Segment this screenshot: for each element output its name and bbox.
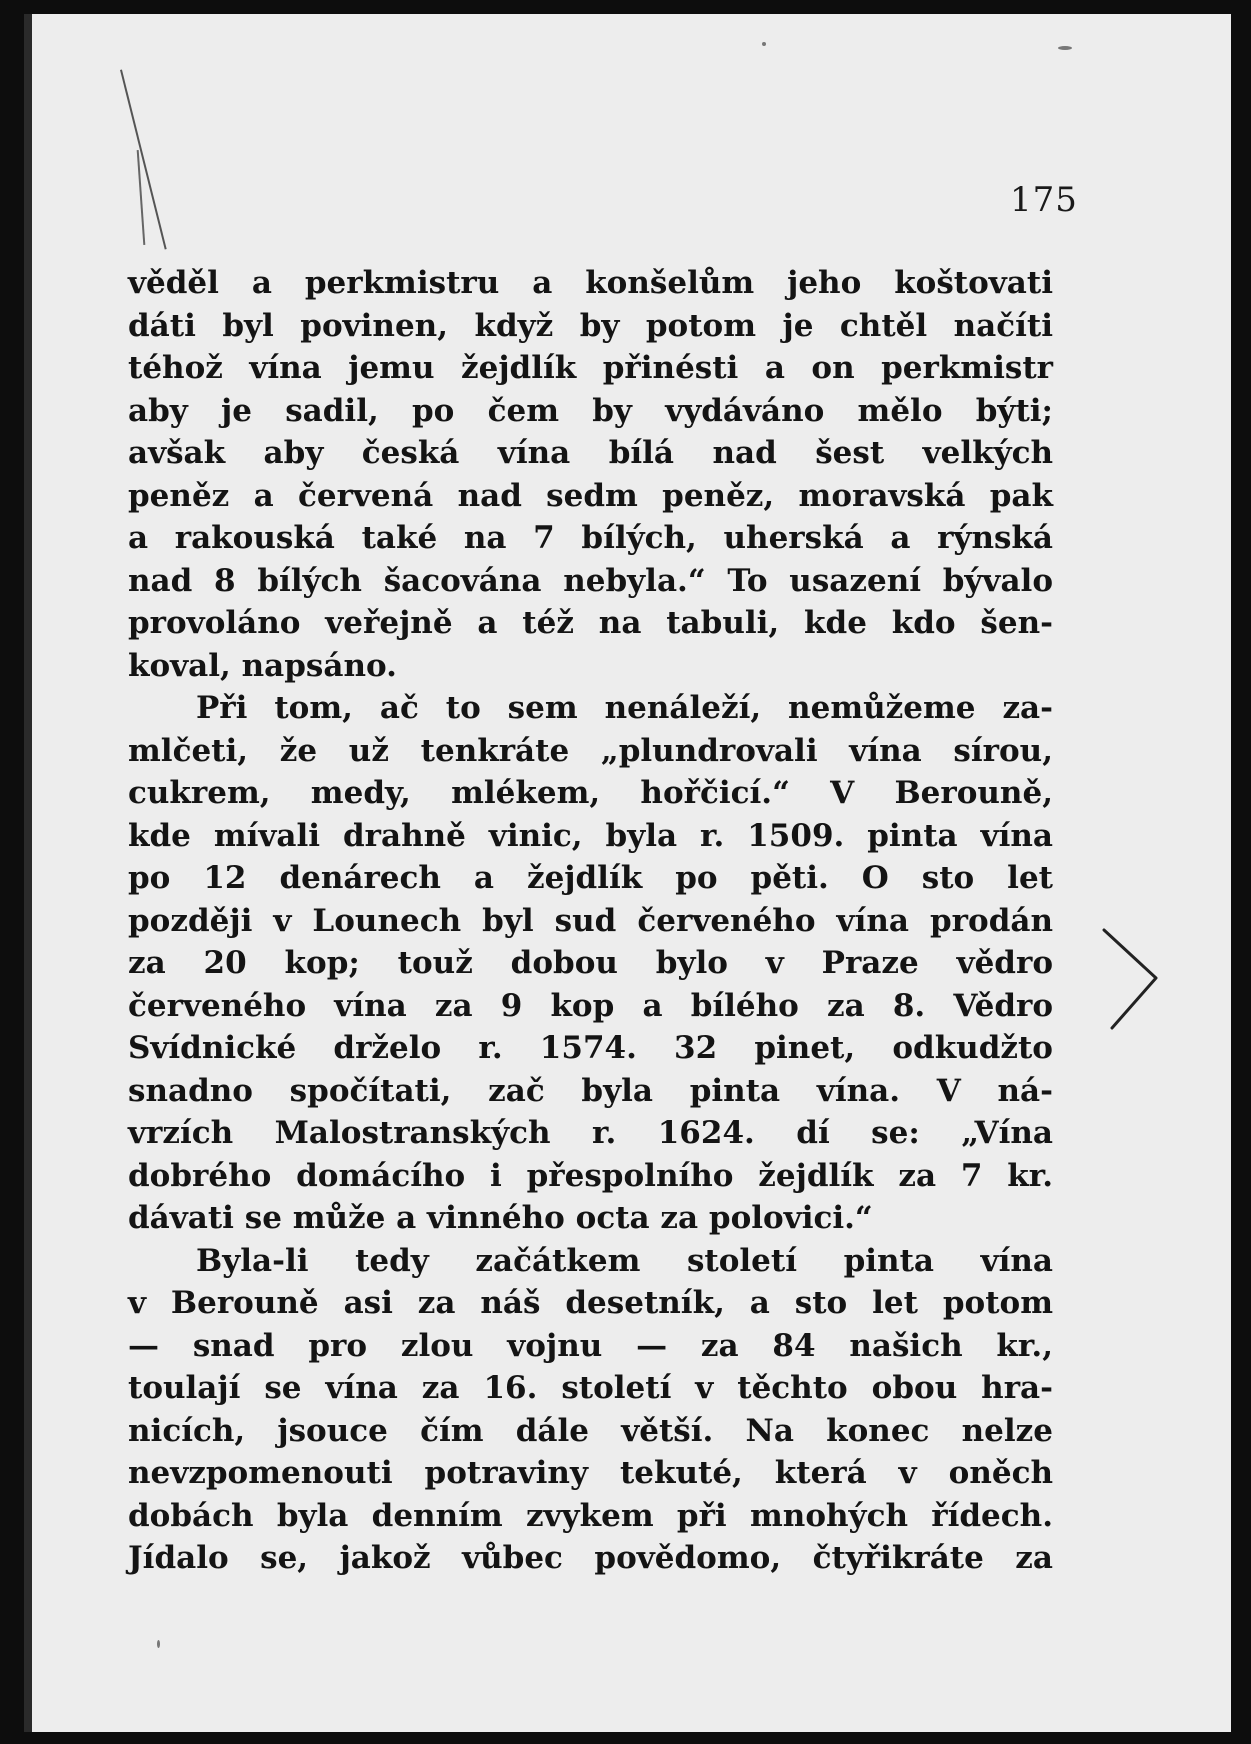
text-line: po 12 denárech a žejdlík po pěti. O sto let (128, 860, 1053, 896)
page-left-edge (24, 14, 32, 1732)
text-line: vrzích Malostranských r. 1624. dí se: „Vína (128, 1115, 1053, 1151)
text-line: provoláno veřejně a též na tabuli, kde kdo šen- (128, 605, 1053, 641)
paper-speck (157, 1640, 160, 1648)
paragraph-1 (128, 262, 1053, 687)
text-line: za 20 kop; touž dobou bylo v Praze vědro (128, 945, 1053, 981)
text-line: snadno spočítati, zač byla pinta vína. V ná- (128, 1072, 1053, 1109)
body-text (128, 262, 1053, 1592)
text-line: peněz a červená nad sedm peněz, moravská pak (128, 477, 1053, 514)
text-line: Při tom, ač to sem nenáleží, nemůžeme za- (196, 690, 1053, 726)
text-line: koval, napsáno. (128, 647, 397, 684)
text-line: později v Lounech byl sud červeného vína prodán (128, 902, 1053, 939)
text-line: mlčeti, že už tenkráte „plundrovali vína sírou, (128, 732, 1053, 769)
text-line: dáti byl povinen, když by potom je chtěl načíti (128, 307, 1053, 344)
text-line: dobrého domácího i přespolního žejdlík za 7 kr. (128, 1157, 1053, 1194)
margin-bracket-mark (1098, 920, 1168, 1040)
paragraph-3 (128, 1240, 1053, 1580)
paper-speck (762, 42, 766, 46)
text-line: aby je sadil, po čem by vydáváno mělo býti; (128, 392, 1053, 429)
text-line: červeného vína za 9 kop a bílého za 8. Vědro (128, 987, 1053, 1024)
page-number: 175 (1010, 180, 1078, 220)
text-line: téhož vína jemu žejdlík přinésti a on perkmistr (128, 350, 1053, 386)
paper-speck (1058, 46, 1072, 50)
text-line: cukrem, medy, mlékem, hořčicí.“ V Berouně, (128, 775, 1053, 811)
text-line: Svídnické drželo r. 1574. 32 pinet, odkudžto (128, 1030, 1053, 1066)
text-line: Byla-li tedy začátkem století pinta vína (196, 1242, 1053, 1279)
text-line: toulají se vína za 16. století v těchto obou hra- (128, 1370, 1053, 1406)
text-line: nad 8 bílých šacována nebyla.“ To usazení bývalo (128, 562, 1053, 599)
text-line: — snad pro zlou vojnu — za 84 našich kr., (128, 1327, 1053, 1364)
text-line: dávati se může a vinného octa za polovici.“ (128, 1200, 873, 1236)
text-line: avšak aby česká vína bílá nad šest velkých (128, 435, 1053, 471)
paragraph-2 (128, 687, 1053, 1240)
text-line: dobách byla denním zvykem při mnohých řídech. (128, 1497, 1053, 1534)
text-line: Jídalo se, jakož vůbec povědomo, čtyřikráte za (128, 1540, 1053, 1576)
text-line: nevzpomenouti potraviny tekuté, která v oněch (128, 1455, 1053, 1491)
text-line: a rakouská také na 7 bílých, uherská a rýnská (128, 520, 1053, 556)
text-line: nicích, jsouce čím dále větší. Na konec nelze (128, 1412, 1053, 1449)
text-line: kde mívali drahně vinic, byla r. 1509. pinta vína (128, 817, 1053, 854)
text-line: věděl a perkmistru a konšelům jeho koštovati (128, 265, 1053, 301)
text-line: v Berouně asi za náš desetník, a sto let potom (128, 1285, 1053, 1321)
